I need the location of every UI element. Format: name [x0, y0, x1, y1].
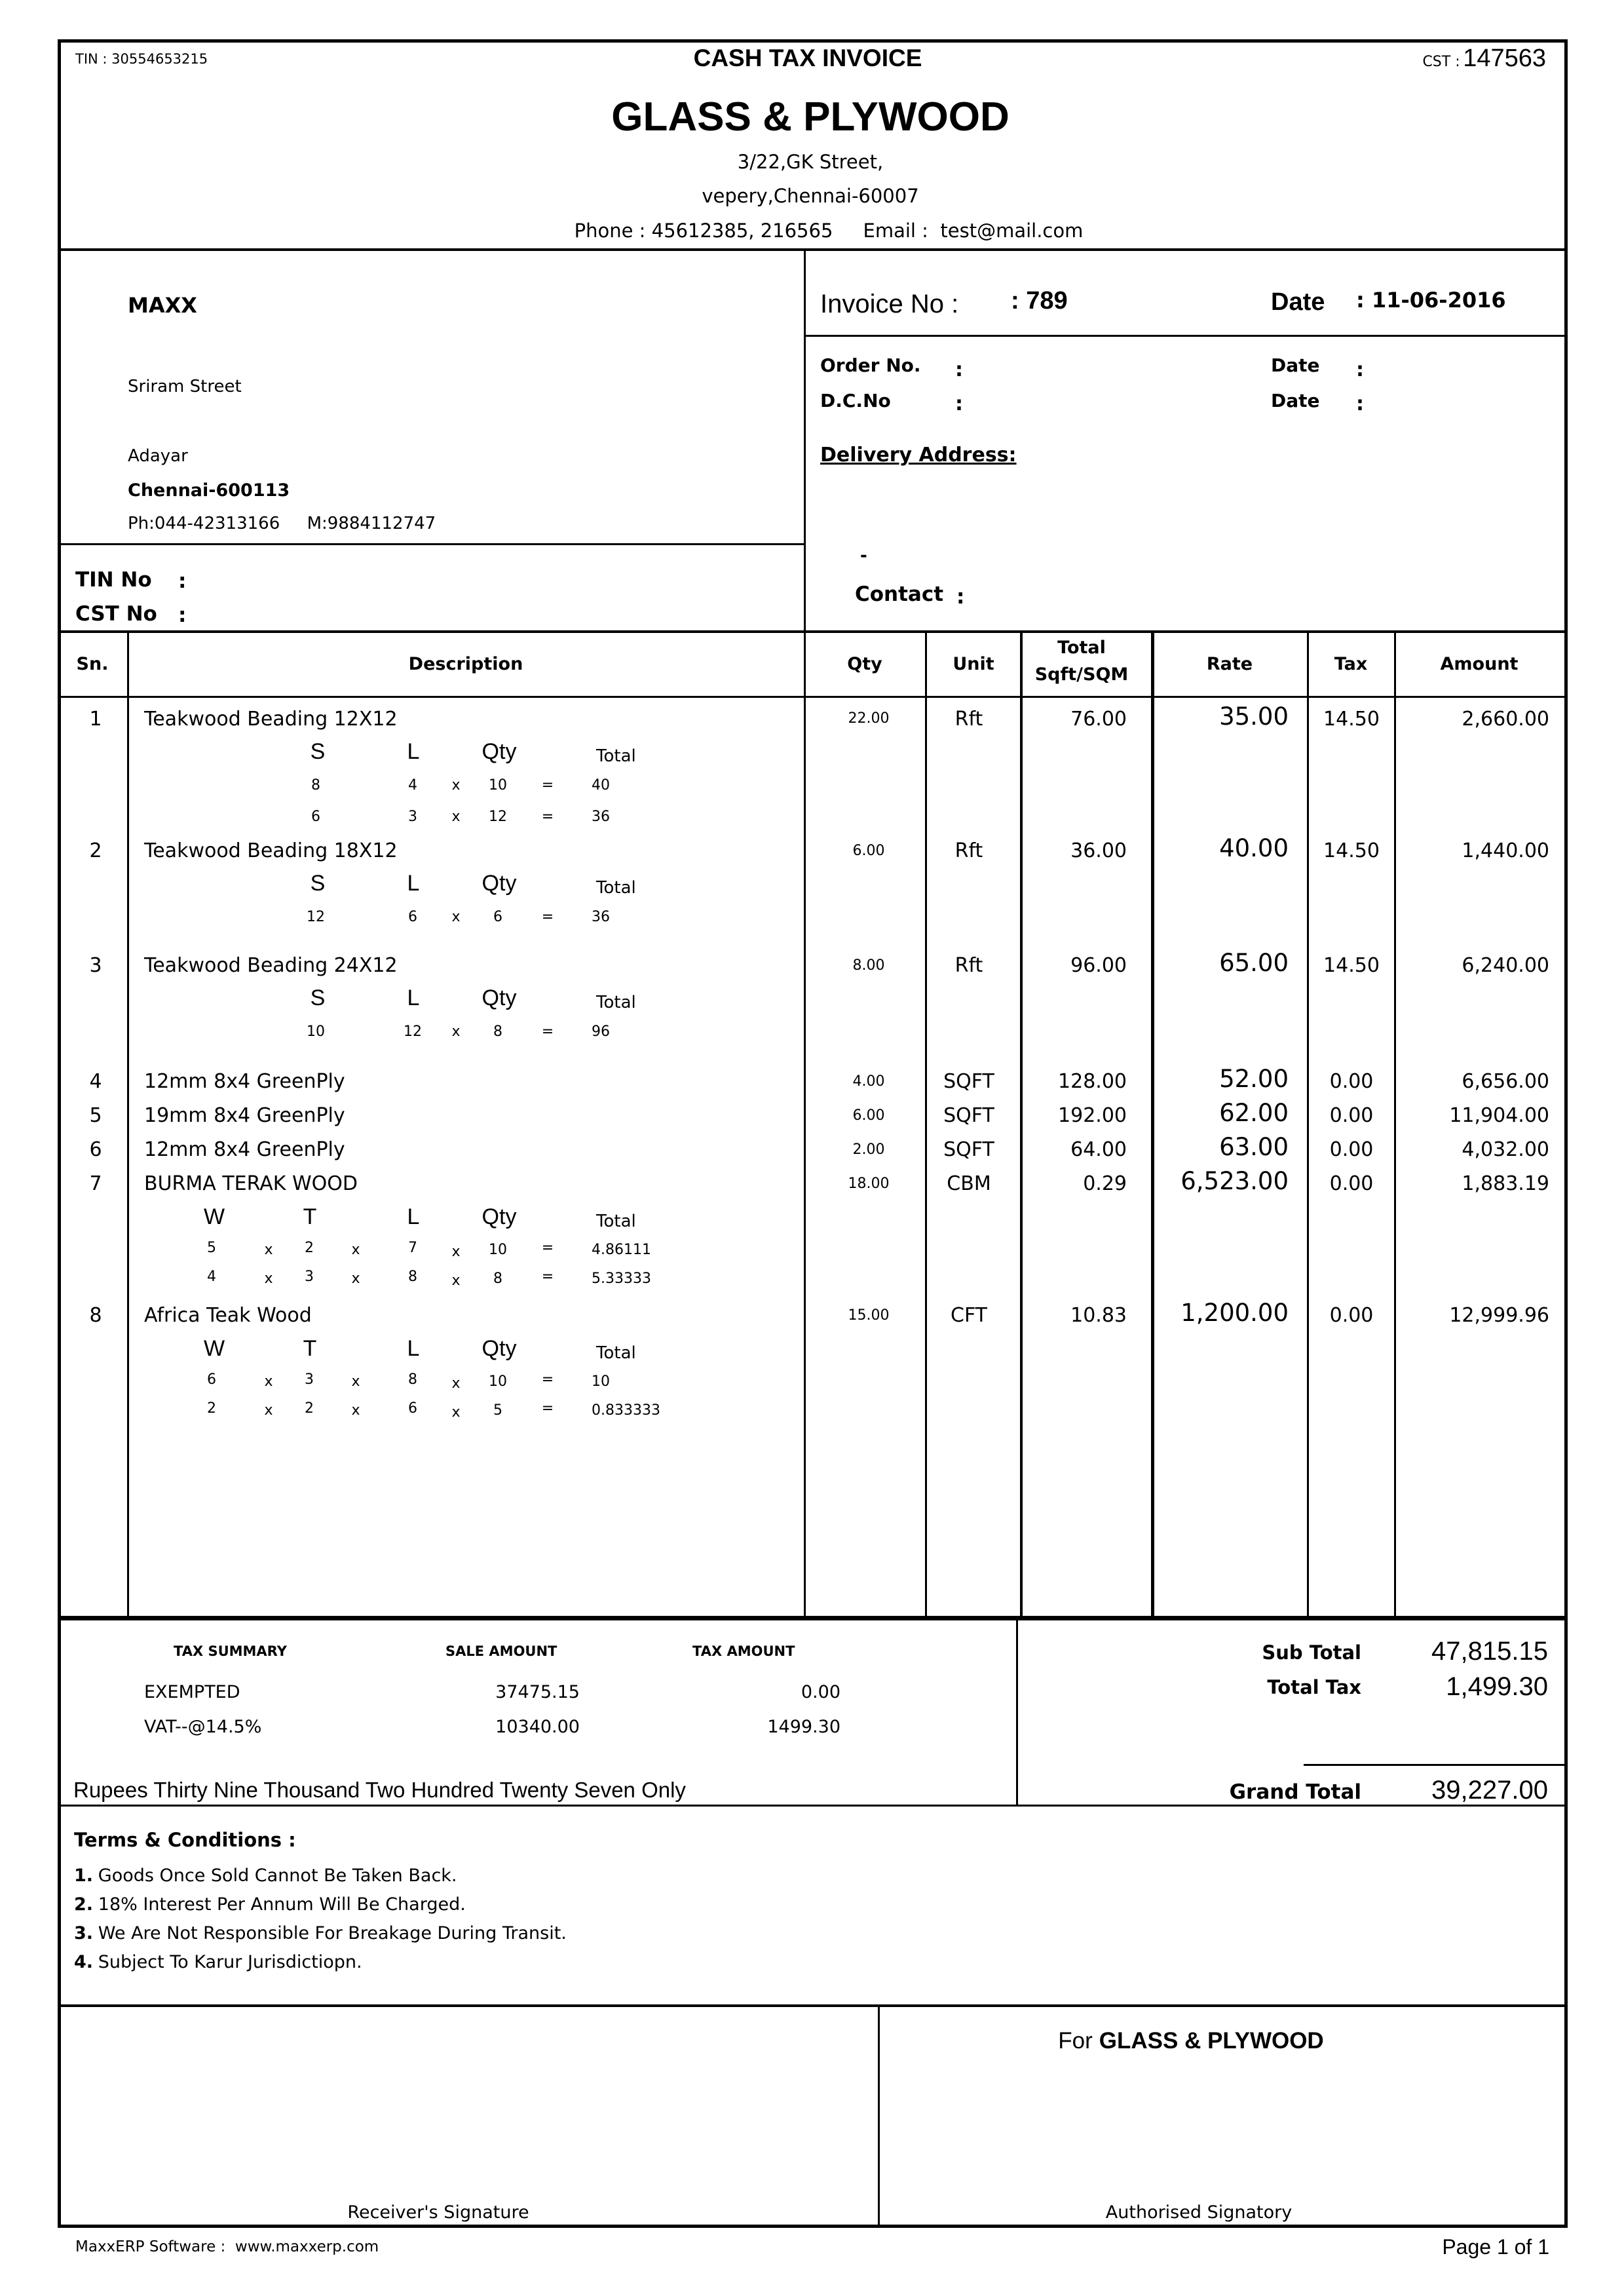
delivery-address-dash: - — [860, 546, 867, 565]
row-tax: 0.00 — [1329, 1070, 1374, 1093]
row-description: 12mm 8x4 GreenPly — [144, 1138, 345, 1161]
customer-city: Chennai-600113 — [128, 480, 290, 501]
measure-x: x — [451, 809, 461, 825]
terms-item-text: We Are Not Responsible For Breakage During Transit. — [98, 1923, 567, 1943]
row-tax: 0.00 — [1329, 1104, 1374, 1127]
row-amount: 2,660.00 — [1462, 708, 1549, 731]
row-amount: 1,883.19 — [1462, 1172, 1549, 1195]
row-tax: 14.50 — [1323, 839, 1380, 862]
row-unit: SQFT — [943, 1070, 994, 1093]
measure-x: x — [264, 1271, 273, 1287]
measure-header-l: L — [407, 1204, 420, 1229]
cst-label: CST : — [1422, 54, 1460, 70]
measure-header-total: Total — [596, 993, 636, 1012]
measure-l: 12 — [404, 1024, 422, 1040]
row-description: 12mm 8x4 GreenPly — [144, 1070, 345, 1093]
row-total: 10.83 — [1070, 1304, 1127, 1327]
measure-eq: = — [541, 1024, 554, 1040]
row-sn: 3 — [89, 954, 102, 977]
row-unit: CFT — [950, 1304, 988, 1327]
grand-total-label: Grand Total — [1229, 1780, 1361, 1804]
sale-amount-header: SALE AMOUNT — [445, 1643, 557, 1659]
invoice-date-value: : 11-06-2016 — [1356, 288, 1506, 313]
row-sn: 7 — [89, 1172, 102, 1195]
amount-in-words: Rupees Thirty Nine Thousand Two Hundred Twenty Seven Only — [73, 1778, 686, 1802]
measure-t: 2 — [305, 1240, 314, 1256]
terms-item — [74, 1953, 362, 1971]
measure-total: 5.33333 — [592, 1271, 651, 1287]
total-tax-value: 1,499.30 — [1446, 1672, 1548, 1701]
row-description: Teakwood Beading 12X12 — [144, 708, 398, 731]
measure-x: x — [451, 1375, 461, 1392]
row-rate: 63.00 — [1219, 1133, 1289, 1161]
terms-item-text: Goods Once Sold Cannot Be Taken Back. — [98, 1866, 457, 1886]
measure-total: 96 — [592, 1024, 610, 1040]
measure-eq: = — [541, 809, 554, 825]
row-description: Teakwood Beading 18X12 — [144, 839, 398, 862]
company-address-line1: 3/22,GK Street, — [737, 151, 884, 173]
tax-summary-tax: 0.00 — [801, 1682, 840, 1702]
cst-number — [1422, 46, 1546, 71]
col-header-total: Total — [1057, 638, 1106, 658]
measure-total: 36 — [592, 809, 610, 825]
measure-total: 0.833333 — [592, 1402, 660, 1419]
row-unit: Rft — [954, 839, 983, 862]
measure-w: 4 — [207, 1269, 216, 1285]
terms-item — [74, 1924, 567, 1942]
row-description: Teakwood Beading 24X12 — [144, 954, 398, 977]
terms-item-text: 18% Interest Per Annum Will Be Charged. — [98, 1894, 466, 1915]
measure-x: x — [351, 1373, 360, 1390]
measure-header-t: T — [303, 1204, 317, 1229]
measure-eq: = — [541, 1400, 554, 1417]
measure-header-s: S — [310, 871, 326, 896]
row-rate: 6,523.00 — [1180, 1167, 1289, 1195]
measure-header-qty: Qty — [482, 739, 517, 764]
col-header-rate: Rate — [1206, 654, 1253, 674]
measure-header-qty: Qty — [482, 985, 517, 1010]
row-qty: 15.00 — [848, 1307, 890, 1324]
for-prefix: For — [1058, 2028, 1093, 2054]
row-sn: 2 — [89, 839, 102, 862]
customer-tin-colon: : — [178, 569, 187, 593]
measure-x: x — [264, 1242, 273, 1258]
measure-total: 40 — [592, 777, 610, 794]
tax-summary-sale: 37475.15 — [495, 1682, 580, 1702]
row-qty: 8.00 — [852, 957, 885, 974]
row-unit: Rft — [954, 708, 983, 731]
order-date-label: Date — [1271, 354, 1320, 376]
row-amount: 4,032.00 — [1462, 1138, 1549, 1161]
measure-qty: 10 — [489, 1373, 507, 1390]
measure-eq: = — [541, 777, 554, 794]
measure-header-total: Total — [596, 878, 636, 898]
measure-x: x — [451, 1024, 461, 1040]
tin-number: TIN : 30554653215 — [75, 51, 208, 67]
measure-qty: 10 — [489, 777, 507, 794]
measure-header-l: L — [407, 1336, 420, 1361]
col-header-total-unit: Sqft/SQM — [1034, 664, 1129, 685]
customer-street: Sriram Street — [128, 377, 242, 396]
terms-item — [74, 1896, 466, 1913]
row-total: 192.00 — [1058, 1104, 1127, 1127]
row-tax: 0.00 — [1329, 1304, 1374, 1327]
order-date-colon: : — [1356, 358, 1364, 381]
terms-item-number: 4. — [74, 1952, 94, 1972]
row-qty: 18.00 — [848, 1176, 890, 1192]
row-qty: 22.00 — [848, 710, 890, 727]
measure-x: x — [451, 1272, 461, 1289]
row-qty: 6.00 — [852, 843, 885, 859]
row-total: 76.00 — [1070, 708, 1127, 731]
measure-t: 2 — [305, 1400, 314, 1417]
measure-qty: 10 — [489, 1242, 507, 1258]
measure-header-s: S — [310, 985, 326, 1010]
col-header-amount: Amount — [1440, 654, 1519, 674]
tax-summary-sale: 10340.00 — [495, 1717, 580, 1737]
contact-colon: : — [956, 585, 965, 609]
measure-s: 10 — [307, 1024, 325, 1040]
measure-total: 36 — [592, 909, 610, 925]
delivery-address-label: Delivery Address: — [820, 444, 1017, 467]
measure-eq: = — [541, 909, 554, 925]
dc-number-colon: : — [955, 392, 963, 415]
measure-header-l: L — [407, 871, 420, 896]
invoice-number-label: Invoice No : — [820, 290, 959, 318]
row-tax: 0.00 — [1329, 1138, 1374, 1161]
terms-title: Terms & Conditions : — [74, 1829, 296, 1851]
measure-x: x — [451, 1244, 461, 1260]
company-address-line2: vepery,Chennai-60007 — [702, 185, 919, 207]
row-amount: 11,904.00 — [1449, 1104, 1549, 1127]
customer-cst-label: CST No — [75, 602, 157, 626]
measure-x: x — [351, 1242, 360, 1258]
terms-item — [74, 1867, 457, 1885]
measure-header-qty: Qty — [482, 1336, 517, 1361]
page-number: Page 1 of 1 — [1442, 2235, 1549, 2259]
measure-l: 7 — [408, 1240, 417, 1256]
row-total: 64.00 — [1070, 1138, 1127, 1161]
customer-area: Adayar — [128, 446, 188, 466]
tax-summary-header: TAX SUMMARY — [174, 1643, 287, 1659]
row-rate: 62.00 — [1219, 1099, 1289, 1127]
invoice-date-label: Date — [1271, 288, 1325, 316]
tax-amount-header: TAX AMOUNT — [692, 1643, 795, 1659]
row-unit: SQFT — [943, 1104, 994, 1127]
grand-total-value: 39,227.00 — [1431, 1776, 1548, 1805]
row-qty: 6.00 — [852, 1107, 885, 1124]
measure-qty: 8 — [493, 1271, 502, 1287]
measure-header-qty: Qty — [482, 1204, 517, 1229]
customer-cst-colon: : — [178, 603, 187, 627]
software-credit: MaxxERP Software : www.maxxerp.com — [75, 2238, 379, 2255]
terms-item-number: 2. — [74, 1894, 94, 1915]
sub-total-label: Sub Total — [1262, 1641, 1361, 1664]
contact-label: Contact — [855, 583, 944, 606]
measure-x: x — [351, 1271, 360, 1287]
measure-header-w: W — [203, 1204, 225, 1229]
measure-x: x — [264, 1402, 273, 1419]
row-amount: 1,440.00 — [1462, 839, 1549, 862]
measure-header-l: L — [407, 985, 420, 1010]
row-unit: Rft — [954, 954, 983, 977]
row-description: BURMA TERAK WOOD — [144, 1172, 358, 1195]
row-rate: 65.00 — [1219, 949, 1289, 977]
row-amount: 12,999.96 — [1449, 1304, 1549, 1327]
row-total: 0.29 — [1083, 1172, 1127, 1195]
row-tax: 0.00 — [1329, 1172, 1374, 1195]
measure-s: 8 — [311, 777, 320, 794]
measure-header-total: Total — [596, 1343, 636, 1363]
row-sn: 4 — [89, 1070, 102, 1093]
customer-tin-label: TIN No — [75, 568, 152, 592]
measure-header-w: W — [203, 1336, 225, 1361]
for-company-name: GLASS & PLYWOOD — [1099, 2028, 1324, 2054]
measure-qty: 8 — [493, 1024, 502, 1040]
row-unit: CBM — [947, 1172, 991, 1195]
tax-summary-tax: 1499.30 — [767, 1717, 840, 1737]
tax-summary-label: VAT--@14.5% — [144, 1717, 262, 1737]
measure-w: 5 — [207, 1240, 216, 1256]
row-sn: 1 — [89, 708, 102, 731]
for-company — [1058, 2029, 1323, 2053]
row-rate: 52.00 — [1219, 1065, 1289, 1093]
measure-qty: 6 — [493, 909, 502, 925]
dc-date-colon: : — [1356, 392, 1364, 415]
row-amount: 6,656.00 — [1462, 1070, 1549, 1093]
measure-eq: = — [541, 1240, 554, 1256]
row-rate: 1,200.00 — [1180, 1299, 1289, 1327]
invoice-type-title: CASH TAX INVOICE — [693, 45, 922, 71]
measure-s: 12 — [307, 909, 325, 925]
measure-total: 4.86111 — [592, 1242, 651, 1258]
row-sn: 8 — [89, 1304, 102, 1327]
terms-item-text: Subject To Karur Jurisdictiopn. — [98, 1952, 362, 1972]
customer-phone: Ph:044-42313166 M:9884112747 — [128, 514, 436, 533]
row-description: Africa Teak Wood — [144, 1304, 312, 1327]
row-total: 128.00 — [1058, 1070, 1127, 1093]
measure-x: x — [451, 909, 461, 925]
measure-eq: = — [541, 1269, 554, 1285]
measure-x: x — [351, 1402, 360, 1419]
measure-x: x — [451, 1404, 461, 1421]
row-description: 19mm 8x4 GreenPly — [144, 1104, 345, 1127]
measure-header-t: T — [303, 1336, 317, 1361]
row-total: 36.00 — [1070, 839, 1127, 862]
row-tax: 14.50 — [1323, 708, 1380, 731]
measure-w: 2 — [207, 1400, 216, 1417]
measure-l: 6 — [408, 909, 417, 925]
measure-l: 3 — [408, 809, 417, 825]
measure-w: 6 — [207, 1371, 216, 1388]
measure-s: 6 — [311, 809, 320, 825]
row-sn: 6 — [89, 1138, 102, 1161]
col-header-description: Description — [408, 654, 523, 674]
measure-l: 4 — [408, 777, 417, 794]
measure-total: 10 — [592, 1373, 610, 1390]
total-tax-label: Total Tax — [1267, 1676, 1361, 1698]
row-rate: 40.00 — [1219, 834, 1289, 862]
measure-x: x — [451, 777, 461, 794]
invoice-number-value: : 789 — [1011, 287, 1068, 315]
row-qty: 4.00 — [852, 1073, 885, 1090]
authorised-signatory-label: Authorised Signatory — [1105, 2202, 1293, 2223]
terms-item-number: 3. — [74, 1923, 94, 1943]
measure-l: 8 — [408, 1269, 417, 1285]
measure-l: 8 — [408, 1371, 417, 1388]
receivers-signature-label: Receiver's Signature — [347, 2202, 529, 2223]
dc-date-label: Date — [1271, 390, 1320, 411]
col-header-unit: Unit — [953, 654, 994, 674]
measure-header-qty: Qty — [482, 871, 517, 896]
cst-value: 147563 — [1463, 45, 1546, 72]
measure-header-total: Total — [596, 746, 636, 766]
row-sn: 5 — [89, 1104, 102, 1127]
measure-x: x — [264, 1373, 273, 1390]
row-tax: 14.50 — [1323, 954, 1380, 977]
company-name: GLASS & PLYWOOD — [611, 94, 1010, 140]
tax-summary-label: EXEMPTED — [144, 1682, 240, 1702]
measure-header-total: Total — [596, 1212, 636, 1231]
dc-number-label: D.C.No — [820, 390, 891, 411]
terms-item-number: 1. — [74, 1866, 94, 1886]
order-number-colon: : — [955, 358, 963, 381]
row-total: 96.00 — [1070, 954, 1127, 977]
row-amount: 6,240.00 — [1462, 954, 1549, 977]
measure-qty: 5 — [493, 1402, 502, 1419]
col-header-qty: Qty — [847, 654, 882, 674]
sub-total-value: 47,815.15 — [1431, 1637, 1548, 1666]
row-qty: 2.00 — [852, 1141, 885, 1158]
row-unit: SQFT — [943, 1138, 994, 1161]
measure-qty: 12 — [489, 809, 507, 825]
col-header-sn: Sn. — [76, 654, 109, 674]
measure-header-l: L — [407, 739, 420, 764]
col-header-tax: Tax — [1334, 654, 1368, 674]
measure-t: 3 — [305, 1371, 314, 1388]
customer-name: MAXX — [128, 293, 197, 318]
measure-t: 3 — [305, 1269, 314, 1285]
company-contact: Phone : 45612385, 216565 Email : test@mail.com — [574, 220, 1084, 242]
order-number-label: Order No. — [820, 354, 921, 376]
measure-header-s: S — [310, 739, 326, 764]
measure-l: 6 — [408, 1400, 417, 1417]
row-rate: 35.00 — [1219, 702, 1289, 731]
measure-eq: = — [541, 1371, 554, 1388]
